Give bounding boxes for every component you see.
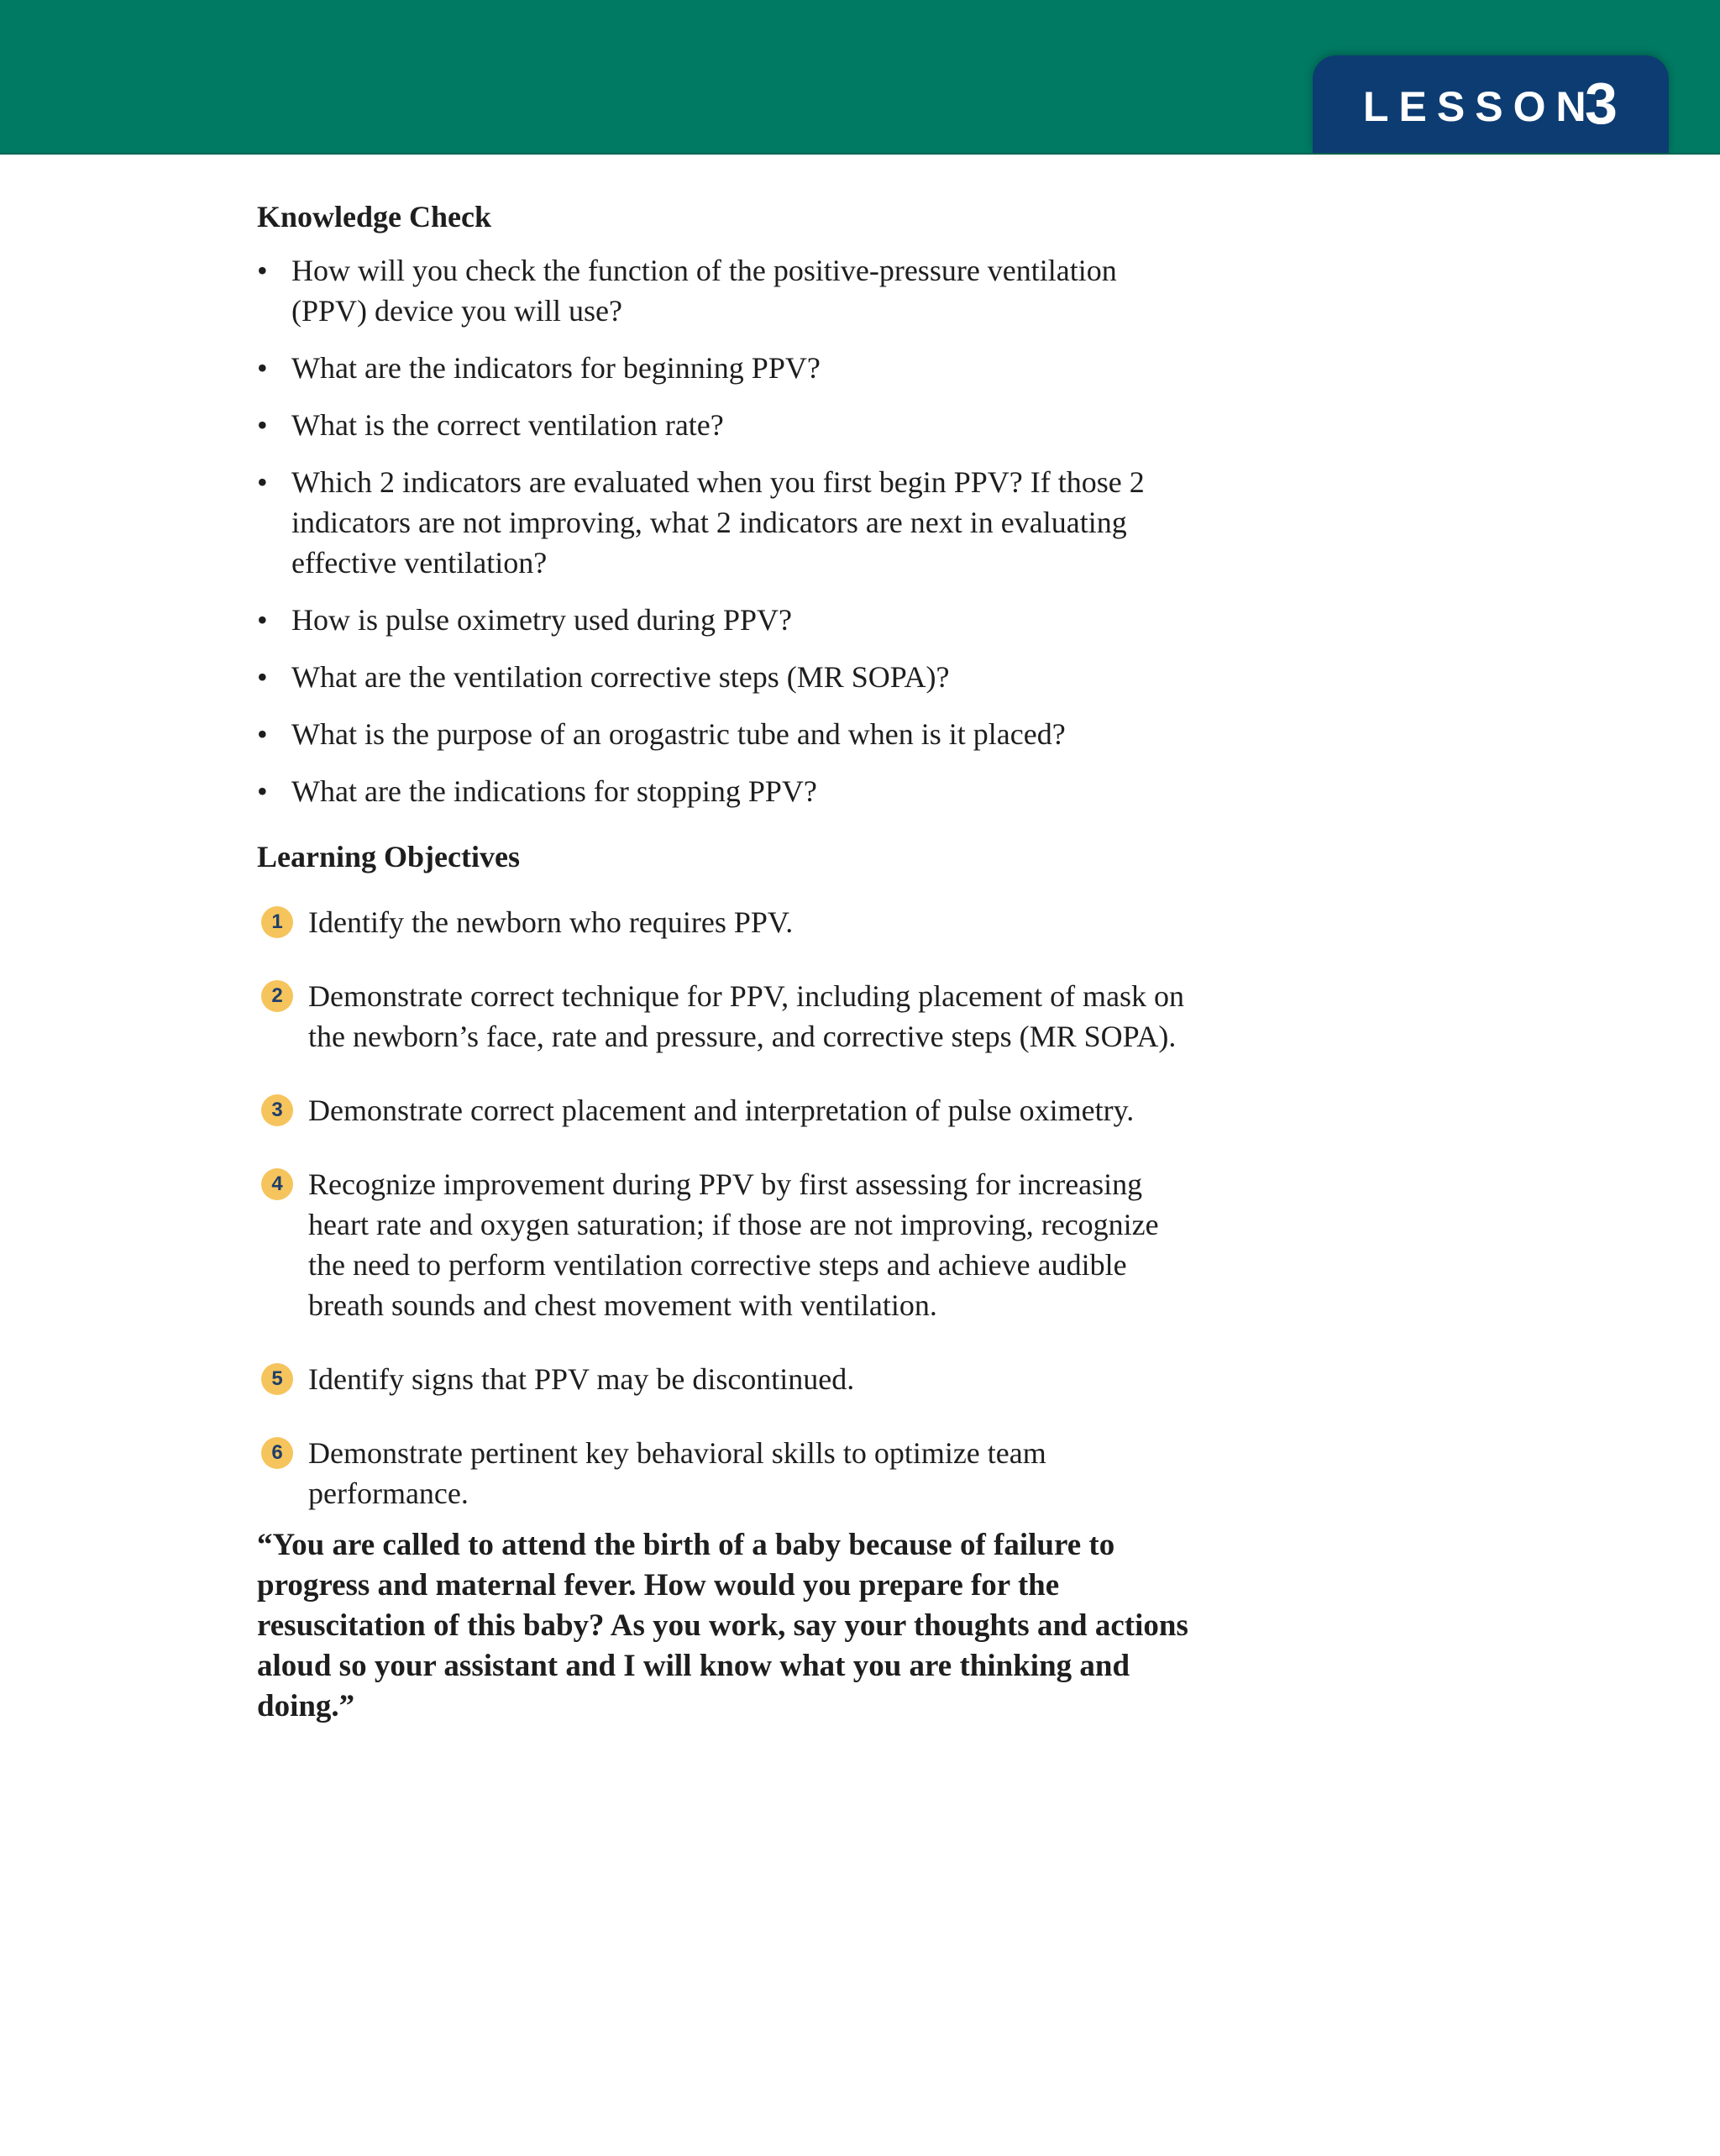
learning-objective-text: Identify signs that PPV may be discontinued. xyxy=(308,1362,855,1396)
bullet-icon: • xyxy=(257,774,268,808)
knowledge-check-text: What are the indications for stopping PPV? xyxy=(291,774,817,808)
knowledge-check-item xyxy=(257,462,1189,583)
knowledge-check-item xyxy=(257,405,1189,445)
knowledge-check-text: How will you check the function of the positive-pressure ventilation (PPV) device you will use? xyxy=(291,254,1117,328)
bullet-icon: • xyxy=(257,603,268,637)
knowledge-check-item xyxy=(257,657,1189,697)
knowledge-check-list xyxy=(257,250,1189,811)
learning-objective-text: Demonstrate pertinent key behavioral skills to optimize team performance. xyxy=(308,1436,1046,1510)
learning-objective-item xyxy=(257,976,1189,1057)
number-badge-icon: 2 xyxy=(261,980,293,1012)
bullet-icon: • xyxy=(257,351,268,385)
knowledge-check-item xyxy=(257,348,1189,388)
knowledge-check-text: What is the purpose of an orogastric tube and when is it placed? xyxy=(291,717,1066,751)
knowledge-check-text: What is the correct ventilation rate? xyxy=(291,408,724,442)
knowledge-check-item xyxy=(257,714,1189,754)
knowledge-check-text: Which 2 indicators are evaluated when you first begin PPV? If those 2 indicators are not improving, what 2 indicators are next in evaluating effective ventilation? xyxy=(291,465,1145,580)
header-band xyxy=(0,0,1720,155)
learning-objectives-heading: Learning Objectives xyxy=(257,840,520,873)
knowledge-check-text: What are the indicators for beginning PPV? xyxy=(291,351,821,385)
learning-objective-item xyxy=(257,1433,1189,1513)
knowledge-check-item xyxy=(257,600,1189,640)
learning-objectives-list xyxy=(257,902,1189,1513)
bullet-icon: • xyxy=(257,660,268,694)
learning-objective-text: Demonstrate correct technique for PPV, including placement of mask on the newborn’s face, rate and pressure, and corrective steps (MR SOPA). xyxy=(308,979,1185,1053)
number-badge-icon: 1 xyxy=(261,906,293,938)
learning-objective-item xyxy=(257,1090,1189,1130)
learning-objective-text: Identify the newborn who requires PPV. xyxy=(308,905,794,939)
scenario-quote: “You are called to attend the birth of a baby because of failure to progress and maternal fever. How would you prepare for the resuscitation of this baby? As you work, say your thoughts and actions aloud so your assistant and I will know what you are thinking and doing.” xyxy=(257,1528,1188,1723)
learning-objective-item xyxy=(257,1164,1189,1325)
lesson-label: LESSON xyxy=(1363,83,1597,130)
number-badge-icon: 6 xyxy=(261,1437,293,1469)
bullet-icon: • xyxy=(257,717,268,751)
number-badge-icon: 5 xyxy=(261,1363,293,1395)
lesson-number: 3 xyxy=(1585,71,1618,136)
page-content xyxy=(257,197,1189,1727)
lesson-tab xyxy=(1313,55,1669,153)
number-badge-icon: 4 xyxy=(261,1168,293,1200)
bullet-icon: • xyxy=(257,408,268,442)
knowledge-check-heading: Knowledge Check xyxy=(257,200,491,233)
learning-objective-item xyxy=(257,902,1189,942)
knowledge-check-item xyxy=(257,250,1189,331)
knowledge-check-text: How is pulse oximetry used during PPV? xyxy=(291,603,792,637)
knowledge-check-item xyxy=(257,771,1189,811)
learning-objective-item xyxy=(257,1359,1189,1399)
bullet-icon: • xyxy=(257,254,268,287)
learning-objective-text: Demonstrate correct placement and interpretation of pulse oximetry. xyxy=(308,1094,1135,1127)
learning-objective-text: Recognize improvement during PPV by first assessing for increasing heart rate and oxygen saturation; if those are not improving, recognize the need to perform ventilation corrective steps and achieve audible breath sounds and chest movement with ventilation. xyxy=(308,1167,1159,1322)
knowledge-check-text: What are the ventilation corrective steps (MR SOPA)? xyxy=(291,660,950,694)
number-badge-icon: 3 xyxy=(261,1094,293,1126)
bullet-icon: • xyxy=(257,465,268,499)
